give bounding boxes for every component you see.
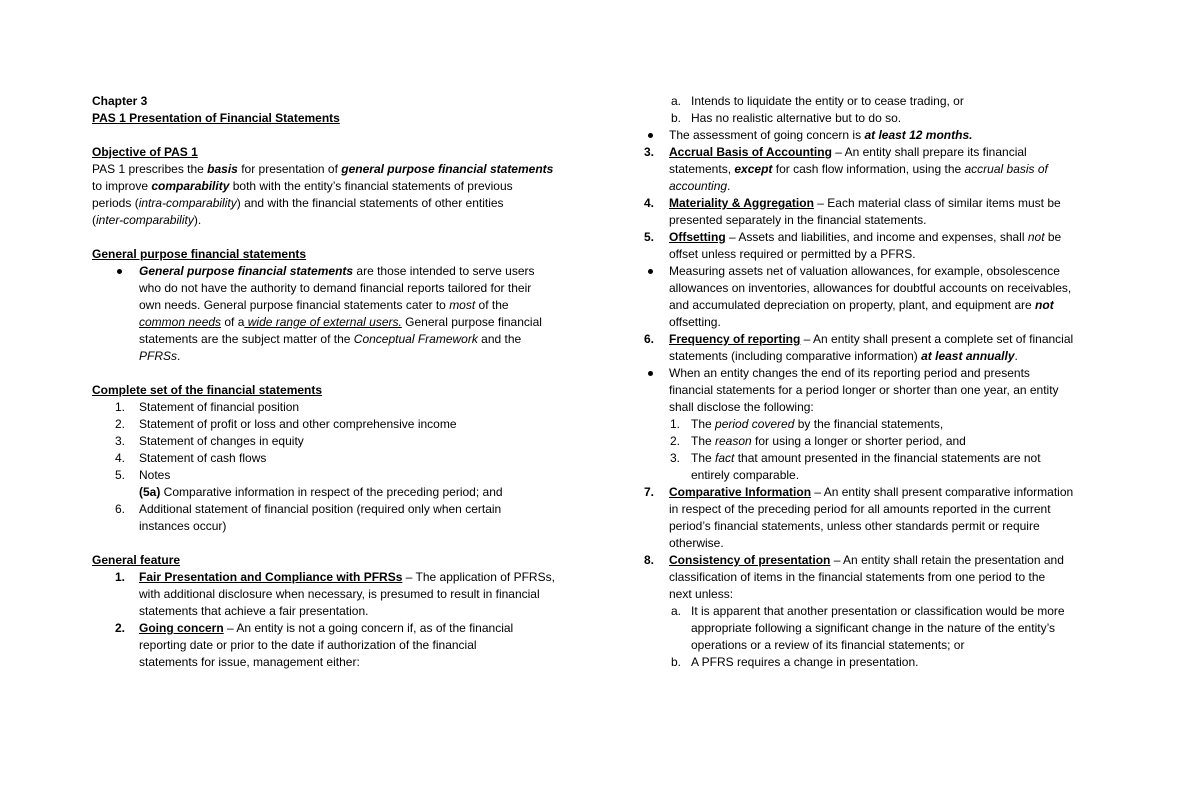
bullet-icon xyxy=(117,269,122,274)
bullet-icon xyxy=(648,371,653,376)
bullet-icon xyxy=(648,133,653,138)
feature-2-line-3: statements for issue, management either: xyxy=(139,655,360,669)
general-purpose-bullet: General purpose financial statements are those intended to serve users xyxy=(92,263,582,280)
list-item-continuation: entirely comparable. xyxy=(691,468,800,482)
going-concern-bullet: The assessment of going concern is at least 12 months. xyxy=(644,127,1114,144)
feature-1: 1. Fair Presentation and Compliance with PFRSs – The application of PFRSs, xyxy=(115,570,555,584)
general-purpose-line-2: who do not have the authority to demand financial reports tailored for their xyxy=(139,281,532,295)
bullet-icon xyxy=(648,269,653,274)
objective-line-3: periods (intra-comparability) and with the financial statements of other entities xyxy=(92,196,504,210)
principle-7: 7. Comparative Information – An entity shall present comparative information xyxy=(644,485,1074,499)
sub-item-a-line-2: appropriate following a significant change in the nature of the entity’s xyxy=(691,621,1056,635)
offsetting-bullet-line-3: and accumulated depreciation on property, plant, and equipment are not xyxy=(669,298,1054,312)
complete-set-heading: Complete set of the financial statements xyxy=(92,383,323,397)
principle-8: 8. Consistency of presentation – An entity shall retain the presentation and xyxy=(644,553,1064,567)
list-item: 1. The period covered by the financial statements, xyxy=(670,417,944,431)
list-item: 3. Statement of changes in equity xyxy=(115,434,304,448)
general-purpose-heading: General purpose financial statements xyxy=(92,247,307,261)
sub-item-a: a. It is apparent that another presentation or classification would be more xyxy=(671,604,1065,618)
list-item: 2. Statement of profit or loss and other comprehensive income xyxy=(115,417,457,431)
feature-1-line-2: with additional disclosure when necessary, is presumed to result in financial xyxy=(139,587,540,601)
list-item: 2. The reason for using a longer or shorter period, and xyxy=(670,434,966,448)
general-purpose-line-6: PFRSs. xyxy=(139,349,181,363)
reporting-period-bullet-line-3: shall disclose the following: xyxy=(669,400,814,414)
right-column xyxy=(644,93,1114,671)
list-item-continuation: instances occur) xyxy=(139,519,227,533)
list-item: 1. Statement of financial position xyxy=(115,400,300,414)
offsetting-bullet-line-2: allowances on inventories, allowances for doubtful accounts on receivables, xyxy=(669,281,1072,295)
principle-3: 3. Accrual Basis of Accounting – An entity shall prepare its financial xyxy=(644,145,1027,159)
left-column xyxy=(92,93,582,671)
reporting-period-bullet: When an entity changes the end of its reporting period and presents xyxy=(644,365,1114,382)
principle-3-line-3: accounting. xyxy=(669,179,731,193)
general-purpose-line-3: own needs. General purpose financial statements cater to most of the xyxy=(139,298,509,312)
principle-7-line-4: otherwise. xyxy=(669,536,724,550)
objective-line-4: (inter-comparability). xyxy=(92,213,202,227)
principle-7-line-3: period’s financial statements, unless other standards permit or require xyxy=(669,519,1040,533)
sub-item-b: b. A PFRS requires a change in presentation. xyxy=(671,655,919,669)
principle-4: 4. Materiality & Aggregation – Each material class of similar items must be xyxy=(644,196,1061,210)
principle-6: 6. Frequency of reporting – An entity shall present a complete set of financial xyxy=(644,332,1074,346)
offsetting-bullet: Measuring assets net of valuation allowances, for example, obsolescence xyxy=(644,263,1114,280)
note-5a: (5a) Comparative information in respect of the preceding period; and xyxy=(139,485,503,499)
principle-5: 5. Offsetting – Assets and liabilities, and income and expenses, shall not be xyxy=(644,230,1062,244)
list-item: 3. The fact that amount presented in the financial statements are not xyxy=(670,451,1041,465)
principle-5-line-2: offset unless required or permitted by a PFRS. xyxy=(669,247,916,261)
principle-3-line-2: statements, except for cash flow information, using the accrual basis of xyxy=(669,162,1048,176)
principle-8-line-3: next unless: xyxy=(669,587,734,601)
page-title: PAS 1 Presentation of Financial Statements xyxy=(92,111,340,125)
offsetting-bullet-line-4: offsetting. xyxy=(669,315,721,329)
objective-line-1: PAS 1 prescribes the basis for presentation of general purpose financial statements xyxy=(92,162,554,176)
feature-1-line-3: statements that achieve a fair presentation. xyxy=(139,604,369,618)
general-purpose-line-4: common needs of a wide range of external users. General purpose financial xyxy=(139,315,542,329)
objective-heading: Objective of PAS 1 xyxy=(92,145,198,159)
principle-7-line-2: in respect of the preceding period for all amounts reported in the current xyxy=(669,502,1051,516)
list-item: 4. Statement of cash flows xyxy=(115,451,267,465)
sub-item-b: b. Has no realistic alternative but to do so. xyxy=(671,111,902,125)
general-feature-heading: General feature xyxy=(92,553,181,567)
list-item: 6. Additional statement of financial position (required only when certain xyxy=(115,502,502,516)
principle-4-line-2: presented separately in the financial statements. xyxy=(669,213,927,227)
sub-item-a: a. Intends to liquidate the entity or to cease trading, or xyxy=(671,94,964,108)
sub-item-a-line-3: operations or a review of its financial statements; or xyxy=(691,638,965,652)
principle-6-line-2: statements (including comparative information) at least annually. xyxy=(669,349,1018,363)
objective-line-2: to improve comparability both with the entity’s financial statements of previous xyxy=(92,179,513,193)
feature-2-line-2: reporting date or prior to the date if authorization of the financial xyxy=(139,638,477,652)
reporting-period-bullet-line-2: financial statements for a period longer or shorter than one year, an entity xyxy=(669,383,1059,397)
principle-8-line-2: classification of items in the financial statements from one period to the xyxy=(669,570,1046,584)
general-purpose-line-5: statements are the subject matter of the Conceptual Framework and the xyxy=(139,332,522,346)
chapter-label: Chapter 3 xyxy=(92,94,148,108)
list-item: 5. Notes xyxy=(115,468,171,482)
feature-2: 2. Going concern – An entity is not a going concern if, as of the financial xyxy=(115,621,514,635)
